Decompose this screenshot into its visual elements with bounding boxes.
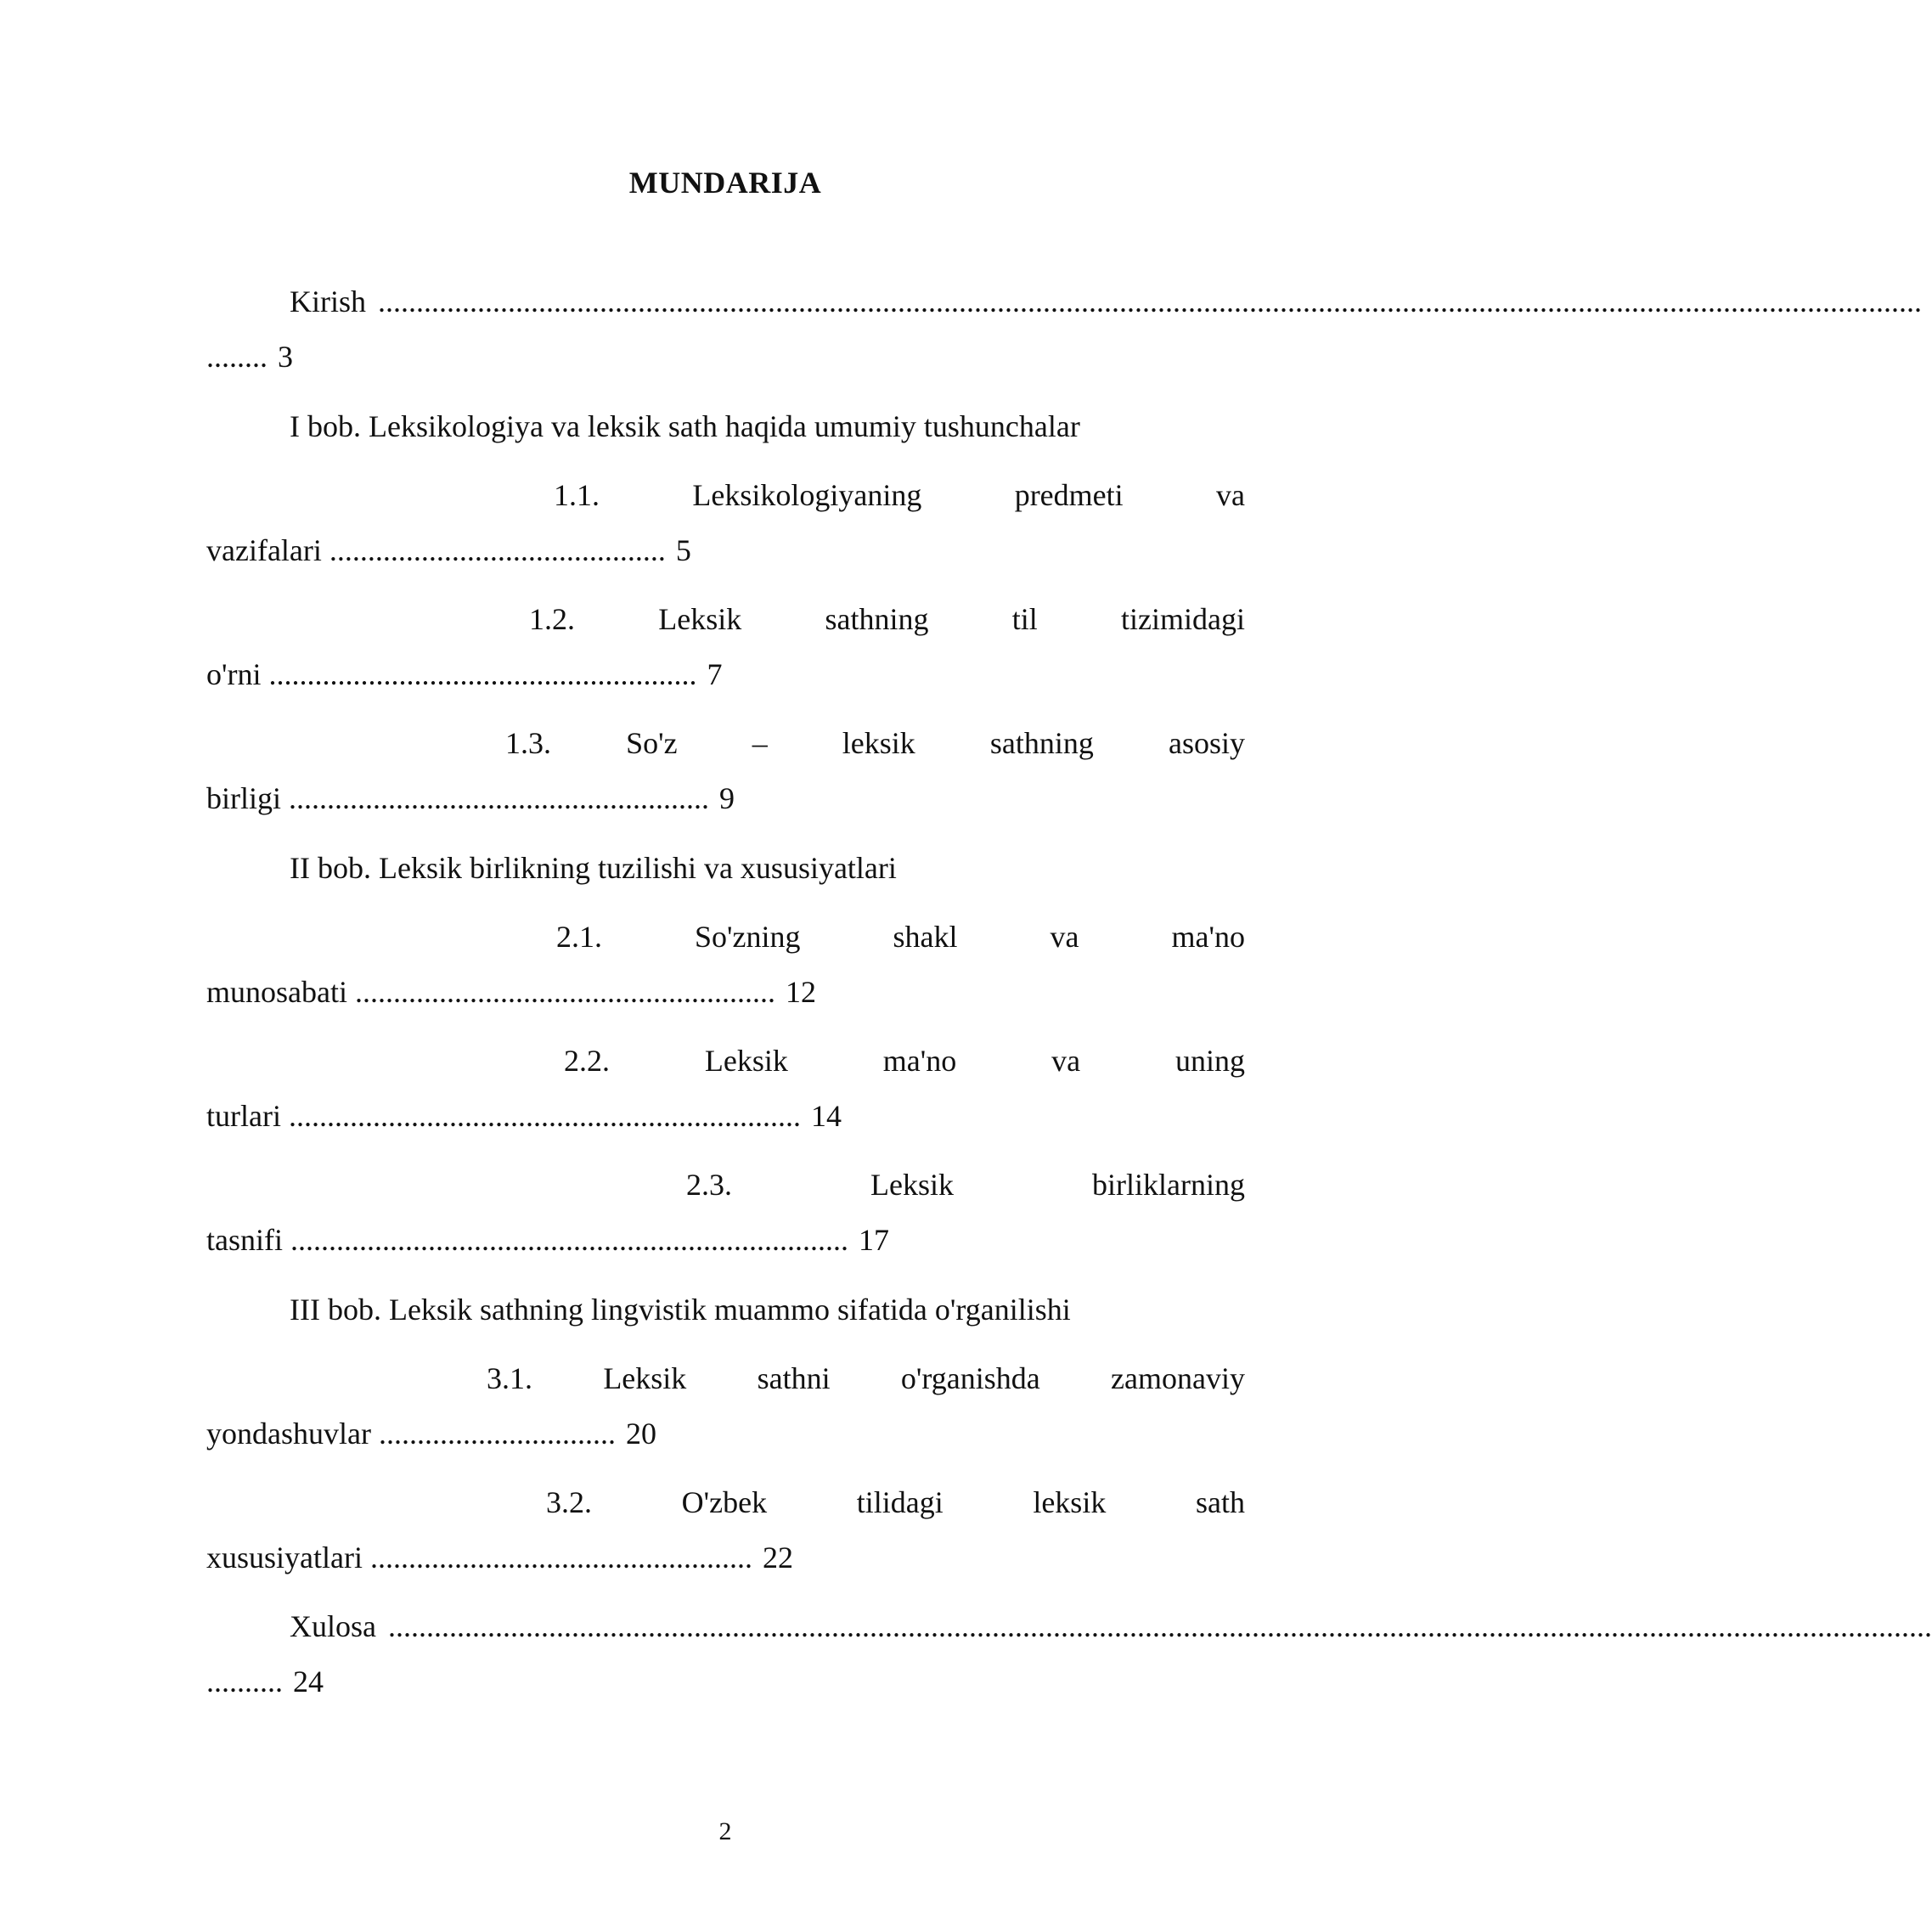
toc-entry-3-1[interactable] (487, 1363, 1245, 1394)
toc-entry-word: – (752, 726, 768, 760)
toc-entry-word: Leksik (658, 602, 742, 636)
page-title: MUNDARIJA (628, 166, 822, 200)
toc-entry-word: Leksik (603, 1361, 687, 1395)
toc-entry-word: uning (1174, 1044, 1245, 1078)
toc-entry-word: Leksik (704, 1044, 788, 1078)
toc-entry-text: yondashuvlar (206, 1417, 371, 1451)
toc-entry-xulosa[interactable] (290, 1609, 1932, 1643)
toc-entry-2-3-cont (206, 1225, 889, 1255)
toc-entry-word: Leksikologiyaning (692, 478, 922, 512)
toc-entry-word: sathning (989, 726, 1094, 760)
toc-leader-dots: .................................................. (369, 1541, 752, 1575)
toc-entry-word: ma'no (882, 1044, 957, 1078)
toc-entry-word: So'z (626, 726, 678, 760)
page-number: 2 (718, 1817, 732, 1845)
toc-entry-word: va (1216, 478, 1245, 512)
toc-entry-word: birliklarning (1092, 1168, 1245, 1202)
toc-entry-1-3[interactable] (505, 728, 1245, 758)
toc-entry-3-2-cont (206, 1542, 793, 1573)
toc-leader-dots: .......... (206, 1665, 283, 1698)
toc-entry-word: predmeti (1014, 478, 1124, 512)
toc-entry-1-2-cont (206, 659, 722, 690)
toc-leader-dots: ......................................................................... (290, 1223, 848, 1257)
toc-page-number: 24 (293, 1665, 324, 1698)
toc-page-number: 3 (278, 340, 293, 374)
toc-entry-word: O'zbek (681, 1485, 768, 1519)
toc-entry-text: birligi (206, 781, 281, 815)
toc-entry-3-2[interactable] (546, 1487, 1245, 1518)
toc-entry-word: 1.1. (554, 478, 600, 512)
toc-leader-dots: ....................................................... (289, 781, 709, 815)
toc-page-number: 22 (762, 1541, 793, 1575)
toc-entry-word: 3.1. (487, 1361, 532, 1395)
toc-entry-2-2[interactable] (564, 1045, 1245, 1076)
toc-entry-word: zamonaviy (1111, 1361, 1245, 1395)
toc-entry-kirish-cont (206, 341, 293, 372)
toc-leader-dots: .......................................................................................................................................................................................................... (378, 284, 1922, 318)
toc-entry-1-3-cont (206, 783, 735, 814)
toc-entry-text: turlari (206, 1099, 281, 1133)
toc-leader-dots: ................................................................... (288, 1099, 801, 1133)
toc-entry-label: Xulosa (290, 1609, 376, 1643)
toc-leader-dots: ........ (206, 340, 268, 374)
toc-entry-2-1-cont (206, 977, 816, 1007)
toc-entry-word: leksik (1033, 1485, 1107, 1519)
toc-entry-word: So'zning (695, 920, 801, 954)
toc-leader-dots: ............................................ (329, 533, 666, 567)
toc-entry-word: Leksik (870, 1168, 954, 1202)
toc-entry-word: sathning (825, 602, 929, 636)
toc-entry-word: 2.3. (686, 1168, 732, 1202)
toc-entry-word: ma'no (1171, 920, 1245, 954)
toc-entry-text: munosabati (206, 975, 347, 1009)
toc-page-number: 5 (675, 533, 691, 567)
toc-entry-word: tizimidagi (1121, 602, 1245, 636)
toc-entry-word: sathni (757, 1361, 831, 1395)
toc-entry-text: o'rni (206, 657, 262, 691)
toc-entry-word: til (1011, 602, 1038, 636)
toc-leader-dots: ....................................................... (354, 975, 775, 1009)
toc-entry-label: Kirish (290, 284, 366, 318)
toc-entry-word: sath (1195, 1485, 1245, 1519)
toc-leader-dots: ........................................................ (268, 657, 697, 691)
toc-chapter-2-heading[interactable]: II bob. Leksik birlikning tuzilishi va xususiyatlari (290, 851, 897, 885)
toc-page-number: 7 (707, 657, 723, 691)
toc-entry-2-3[interactable] (686, 1169, 1245, 1200)
toc-entry-word: asosiy (1168, 726, 1245, 760)
toc-entry-word: 1.2. (529, 602, 575, 636)
toc-entry-word: 3.2. (546, 1485, 592, 1519)
toc-leader-dots: ............................... (378, 1417, 616, 1451)
toc-entry-2-1[interactable] (556, 921, 1245, 952)
toc-entry-2-2-cont (206, 1101, 842, 1131)
toc-entry-word: 2.2. (564, 1044, 610, 1078)
toc-entry-word: o'rganishda (900, 1361, 1040, 1395)
toc-leader-dots: .......................................................................................................................................................................................................... (388, 1609, 1932, 1643)
toc-entry-word: 1.3. (505, 726, 551, 760)
toc-entry-text: vazifalari (206, 533, 322, 567)
toc-entry-xulosa-cont (206, 1666, 324, 1697)
toc-entry-word: tilidagi (856, 1485, 943, 1519)
toc-entry-word: va (1050, 920, 1079, 954)
toc-entry-3-1-cont (206, 1418, 656, 1449)
toc-page-number: 12 (785, 975, 816, 1009)
toc-entry-text: tasnifi (206, 1223, 283, 1257)
toc-chapter-1-heading[interactable]: I bob. Leksikologiya va leksik sath haqida umumiy tushunchalar (290, 409, 1080, 443)
toc-chapter-3-heading[interactable]: III bob. Leksik sathning lingvistik muammo sifatida o'rganilishi (290, 1293, 1071, 1327)
toc-page-number: 17 (858, 1223, 889, 1257)
toc-page-number: 20 (625, 1417, 656, 1451)
toc-entry-1-1[interactable] (554, 480, 1245, 510)
toc-entry-word: va (1051, 1044, 1081, 1078)
toc-entry-word: leksik (842, 726, 915, 760)
toc-entry-text: xususiyatlari (206, 1541, 363, 1575)
toc-page-number: 9 (719, 781, 735, 815)
toc-entry-kirish[interactable] (290, 284, 1922, 318)
toc-entry-word: 2.1. (556, 920, 602, 954)
toc-page-number: 14 (810, 1099, 842, 1133)
toc-entry-1-1-cont (206, 535, 691, 566)
toc-entry-1-2[interactable] (529, 604, 1245, 634)
toc-entry-word: shakl (893, 920, 958, 954)
